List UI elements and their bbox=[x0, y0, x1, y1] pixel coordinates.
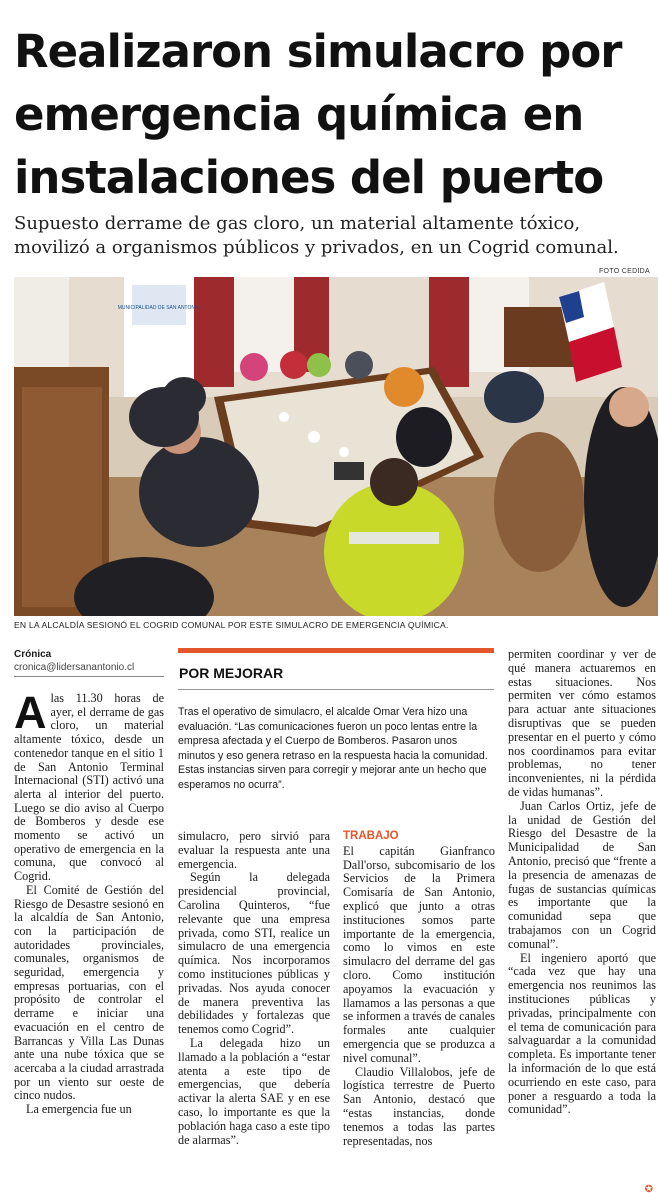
article-paragraph: El capitán Gianfranco Dall'orso, subcomisario de los Servicios de la Primera Comisaría de San Antonio, explicó que junto a otras instituciones somos parte importante de la emergencia, como lo vimos en este simulacro del derrame del gas cloro. Como institución apoyamos la evacuación y llamamos a las personas a que se informen a través de canales formales ante cualquier emergencia que se produzca a nivel comunal”. bbox=[343, 843, 495, 1065]
svg-text:MUNICIPALIDAD DE SAN ANTONIO bbox=[118, 305, 201, 311]
sidebar-accent-bar bbox=[178, 648, 494, 653]
meeting-photo-illustration bbox=[14, 277, 658, 616]
end-of-article-icon: ✪ bbox=[644, 1184, 653, 1195]
article-column-1 bbox=[14, 687, 164, 1117]
sidebar-paragraph: Tras el operativo de simulacro, el alcalde Omar Vera hizo una evaluación. “Las comunicaciones fueron un poco lentas entre la empresa afectada y el Cuerpo de Bomberos. Pasaron unos minutos y eso genera retraso en la respuesta hacia la comunidad. Estas instancias sirven para corregir y mejorar ante un hecho que esperamos no ocurra”. bbox=[178, 706, 488, 791]
article-paragraph: Según la delegada presidencial provincial, Carolina Quinteros, “fue relevante que una empresa privada, como STI, realice un simulacro de una emergencia química. Nos incorporamos como instituciones públicas y privadas. Nos ayuda conocer de manera preventiva las debilidades y fortalezas que tenemos como Cogrid”. bbox=[178, 870, 330, 1037]
subheadline: Supuesto derrame de gas cloro, un material altamente tóxico, movilizó a organismos públicos y privados, en un Cogrid comunal. bbox=[14, 213, 619, 258]
article-paragraph: Claudio Villalobos, jefe de logística terrestre de Puerto San Antonio, destacó que “estas instancias, donde tenemos a todas las partes representadas, nos bbox=[343, 1064, 495, 1148]
photo-credit: FOTO CEDIDA bbox=[598, 268, 650, 275]
article-column-3 bbox=[343, 830, 495, 1148]
byline-email: cronica@lidersanantonio.cl bbox=[14, 662, 135, 673]
headline bbox=[14, 20, 650, 209]
drop-cap: A bbox=[14, 687, 47, 738]
article-paragraph: permiten coordinar y ver de qué manera actuaremos en estas situaciones. Nos permiten ver cómo estamos para actuar ante situaciones disruptivas que se pueden presentar en el puerto y cómo nos coordinamos para evitar problemas, no tener inconvenientes, ni la pérdida de vidas humanas”. bbox=[508, 647, 656, 799]
article-column-4 bbox=[508, 648, 656, 1117]
byline bbox=[14, 648, 164, 677]
banner-text: MUNICIPALIDAD DE SAN ANTONIO bbox=[117, 305, 201, 311]
sidebar-body bbox=[178, 705, 494, 793]
article-paragraph: simulacro, pero sirvió para evaluar la respuesta ante una emergencia. bbox=[178, 829, 330, 871]
article-paragraph: La delegada hizo un llamado a la población a “estar atenta a este tipo de emergencias, que debería activar la alerta SAE y en ese caso, lo importante es que la población haga caso a este tipo de alarmas”. bbox=[178, 1035, 330, 1147]
article-paragraph: El Comité de Gestión del Riesgo de Desastre sesionó en la alcaldía de San Antonio, con la participación de autoridades provinciales, comunales, organismos de seguridad, emergencia y empresas portuarias, con el propósito de controlar el derrame e iniciar una evacuación en el centro de Barrancas y Villa Las Dunas ante una nube tóxica que se acercaba a la ciudad arrastrada por un viento sur oeste de cinco nudos. bbox=[14, 882, 164, 1103]
article-column-2 bbox=[178, 830, 330, 1147]
article-paragraph: Juan Carlos Ortiz, jefe de la unidad de Gestión del Riesgo del Desastre de la Municipalidad de San Antonio, precisó que “frente a la presencia de amenazas de fugas de sustancias químicas es importante que la comunidad sepa que trabajamos con un Cogrid comunal”. bbox=[508, 798, 656, 951]
banner bbox=[118, 305, 201, 311]
section-heading: TRABAJO bbox=[343, 830, 399, 842]
sidebar-title: POR MEJORAR bbox=[179, 665, 284, 681]
article-paragraph bbox=[14, 687, 164, 884]
headline-line-2: emergencia química en bbox=[14, 88, 584, 141]
article-paragraph: La emergencia fue un bbox=[26, 1102, 132, 1117]
headline-line-1: Realizaron simulacro por bbox=[14, 25, 622, 78]
photo-caption: EN LA ALCALDÍA SESIONÓ EL COGRID COMUNAL POR ESTE SIMULACRO DE EMERGENCIA QUÍMICA. bbox=[14, 620, 449, 630]
lead-text: las 11.30 horas de ayer, el derrame de gas cloro, un material altamente tóxico, desde un contenedor tanque en el sitio 1 de San Antonio Terminal Internacional (STI) activó una alerta al interior del puerto. Luego se dio aviso al Cuerpo de Bomberos y desde ese momento se activó un operativo de emergencia en la comuna, que convocó al Cogrid. bbox=[14, 691, 164, 884]
meeting-photo bbox=[14, 277, 658, 616]
article-paragraph: El ingeniero aportó que “cada vez que hay una emergencia nos reunimos las instituciones públicas y privadas, principalmente con el tema de comunicación para salvaguardar a la comunidad completa. Es importante tener la información de lo que está ocurriendo en este caso, para poner a resguardo a toda la comunidad”. bbox=[508, 950, 656, 1117]
headline-line-3: instalaciones del puerto bbox=[14, 151, 604, 204]
byline-name: Crónica bbox=[14, 649, 52, 660]
sidebar-box bbox=[178, 648, 494, 808]
divider bbox=[178, 689, 494, 690]
